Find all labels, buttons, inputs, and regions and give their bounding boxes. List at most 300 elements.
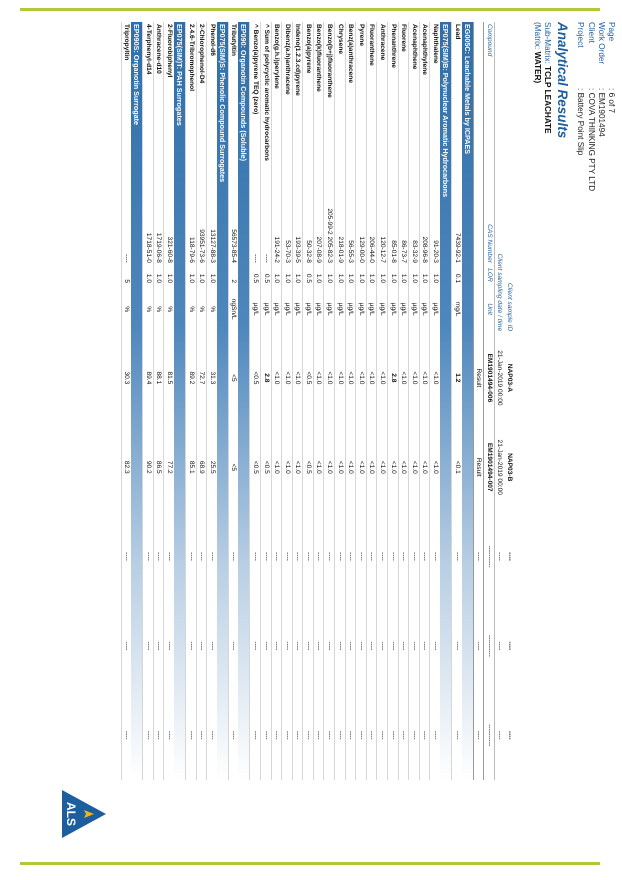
header-row-sample-id — [504, 22, 514, 780]
cas-number: 93951-73-6 — [196, 173, 207, 265]
sample-date: ---- — [494, 691, 504, 780]
cas-number: 56573-85-4 — [228, 173, 238, 265]
result-cell: ---- — [282, 691, 293, 780]
unit-value: % — [196, 285, 207, 333]
result-cell: <5 — [228, 423, 238, 512]
lor-value: 1.0 — [164, 265, 174, 285]
result-cell: <0.1 — [452, 423, 462, 512]
table-row — [313, 22, 324, 780]
result-cell: 88.1 — [153, 333, 164, 422]
result-cell: ---- — [377, 601, 388, 690]
compound-name: Chrysene — [335, 22, 346, 173]
result-cell: ---- — [196, 512, 207, 601]
compound-name: Acenaphthylene — [419, 22, 430, 173]
cas-number: ---- — [250, 173, 261, 265]
section-header — [174, 22, 186, 780]
unit-value: µg/L — [335, 285, 346, 333]
compound-name: Phenanthrene — [388, 22, 399, 173]
result-cell: ---- — [335, 512, 346, 601]
result-cell: ---- — [271, 601, 282, 690]
result-cell: <1.0 — [335, 423, 346, 512]
lor-value: 1.0 — [398, 265, 409, 285]
header-values — [575, 88, 616, 191]
client-sampling-label: Client sampling date / time — [494, 22, 504, 333]
lor-value: 1.0 — [153, 265, 164, 285]
table-row — [388, 22, 399, 780]
result-cell: ---- — [409, 691, 420, 780]
lab-id: EM1901494-006 — [485, 353, 493, 403]
result-cell: ---- — [121, 691, 131, 780]
page-number: : 6 of 7 — [606, 88, 616, 191]
table-row — [409, 22, 420, 780]
cas-number: 193-39-5 — [292, 173, 303, 265]
unit-header: Unit — [484, 285, 495, 333]
lor-header: LOR — [484, 265, 495, 285]
section-title: EP090S: Organotin Surrogate — [131, 22, 143, 780]
compound-name: Benzo(b+j)fluoranthene — [324, 22, 335, 173]
lab-id: ---------- — [485, 634, 493, 657]
result-cell: ---- — [398, 691, 409, 780]
compound-name: Benzo(a)pyrene — [303, 22, 314, 173]
lor-value: 0.5 — [303, 265, 314, 285]
result-cell: <1.0 — [388, 423, 399, 512]
section-header — [462, 22, 474, 780]
result-cell: <1.0 — [345, 333, 356, 422]
compound-name: ^ Benzo(a)pyrene TEQ (zero) — [250, 22, 261, 173]
result-cell: 2.8 — [388, 333, 399, 422]
table-row — [430, 22, 440, 780]
client-sample-id-label: Client sample ID — [506, 282, 513, 332]
cas-number: 1719-06-8 — [153, 173, 164, 265]
cas-header: CAS Number — [484, 173, 495, 265]
header-label: Work Order — [596, 22, 606, 65]
table-row — [377, 22, 388, 780]
compound-name: Fluorene — [398, 22, 409, 173]
section-title: EP075(SIM)B: Polynuclear Aromatic Hydrocarbons — [440, 22, 452, 780]
result-cell: ---- — [153, 691, 164, 780]
unit-value: % — [143, 285, 154, 333]
unit-value: % — [164, 285, 174, 333]
lab-id-header — [484, 333, 495, 422]
matrix-label: (Matrix: — [533, 22, 542, 50]
lab-id-header — [484, 601, 495, 690]
unit-value: µg/L — [271, 285, 282, 333]
unit-value: µg/L — [303, 285, 314, 333]
cas-number: 53-70-3 — [282, 173, 293, 265]
sample-date: ---- — [494, 601, 504, 690]
result-cell: ---- — [196, 691, 207, 780]
result-cell: ---- — [185, 601, 196, 690]
lor-value: 1.0 — [185, 265, 196, 285]
unit-value: µg/L — [356, 285, 367, 333]
lor-value: 1.0 — [388, 265, 399, 285]
cas-number: 191-24-2 — [271, 173, 282, 265]
lor-value: 1.0 — [143, 265, 154, 285]
result-cell: 81.5 — [164, 333, 174, 422]
cas-number: 91-20-3 — [430, 173, 440, 265]
compound-header: Compound — [484, 22, 495, 173]
result-cell: ---- — [207, 601, 217, 690]
compound-name: Benz(a)anthracene — [345, 22, 356, 173]
result-cell: <1.0 — [292, 423, 303, 512]
result-cell: <1.0 — [292, 333, 303, 422]
table-row — [398, 22, 409, 780]
lab-id-header — [484, 423, 495, 512]
lor-value: 1.0 — [335, 265, 346, 285]
section-title: EG005C: Leachable Metals by ICPAES — [462, 22, 474, 780]
lor-value: 2 — [228, 265, 238, 285]
result-cell: <1.0 — [282, 333, 293, 422]
section-header — [238, 22, 250, 780]
result-cell: ---- — [185, 691, 196, 780]
compound-name: Naphthalene — [430, 22, 440, 173]
result-cell: ---- — [335, 601, 346, 690]
unit-value: µg/L — [377, 285, 388, 333]
cas-number: 207-08-9 — [313, 173, 324, 265]
result-cell: <0.5 — [303, 333, 314, 422]
unit-value: % — [185, 285, 196, 333]
compound-name: Fluoranthene — [366, 22, 377, 173]
sub-matrix — [532, 22, 552, 134]
result-cell: ---- — [303, 691, 314, 780]
result-cell: <0.5 — [250, 423, 261, 512]
result-cell: 68.9 — [196, 423, 207, 512]
result-cell: ---- — [398, 601, 409, 690]
lor-value: 1.0 — [324, 265, 335, 285]
result-cell: ---- — [292, 601, 303, 690]
cas-number: 83-32-9 — [409, 173, 420, 265]
unit-value: µg/L — [398, 285, 409, 333]
compound-name: 4-Terphenyl-d14 — [143, 22, 154, 173]
table-row — [250, 22, 261, 780]
result-cell: ---- — [143, 601, 154, 690]
work-order: : EM1901494 — [596, 88, 606, 191]
unit-value: µg/L — [409, 285, 420, 333]
unit-value: µg/L — [260, 285, 271, 333]
cas-number: 86-73-7 — [398, 173, 409, 265]
table-row — [271, 22, 282, 780]
unit-value: µg/L — [292, 285, 303, 333]
result-cell: ---- — [388, 601, 399, 690]
result-cell: ---- — [292, 691, 303, 780]
result-cell: ---- — [282, 512, 293, 601]
result-cell: <1.0 — [313, 423, 324, 512]
sample-id: ---- — [506, 730, 513, 740]
result-cell: ---- — [356, 512, 367, 601]
table-row — [185, 22, 196, 780]
sample-id: ---- — [506, 552, 513, 561]
compound-name: Benzo(g.h.i)perylene — [271, 22, 282, 173]
table-row — [260, 22, 271, 780]
cas-number: 56-55-3 — [345, 173, 356, 265]
result-cell: ---- — [398, 512, 409, 601]
cas-number: 118-79-6 — [185, 173, 196, 265]
compound-name: 2.4.6-Tribromophenol — [185, 22, 196, 173]
result-cell: ---- — [430, 512, 440, 601]
result-cell: ---- — [228, 512, 238, 601]
header-row-result-labels — [473, 22, 484, 780]
result-cell: ---- — [207, 512, 217, 601]
result-cell: ---- — [345, 601, 356, 690]
lor-value: 1.0 — [356, 265, 367, 285]
unit-value: ngSn/L — [228, 285, 238, 333]
lor-value: 1.0 — [207, 265, 217, 285]
result-cell: 89.4 — [143, 333, 154, 422]
result-cell: ---- — [303, 601, 314, 690]
result-cell: ---- — [282, 601, 293, 690]
result-cell: 25.5 — [207, 423, 217, 512]
table-row — [121, 22, 131, 780]
result-cell: <1.0 — [377, 423, 388, 512]
result-label: Result — [473, 333, 484, 422]
result-cell: <1.0 — [366, 333, 377, 422]
result-label: ---- — [473, 601, 484, 690]
lor-value: 1.0 — [271, 265, 282, 285]
result-cell: ---- — [271, 691, 282, 780]
result-cell: <1.0 — [409, 423, 420, 512]
cas-number: ---- — [260, 173, 271, 265]
result-cell: ---- — [419, 601, 430, 690]
result-label: Result — [473, 423, 484, 512]
result-cell: ---- — [153, 601, 164, 690]
lab-id: ---------- — [485, 545, 493, 568]
sample-id: NAP03-A — [506, 363, 513, 392]
result-cell: ---- — [409, 601, 420, 690]
compound-name: 2-Chlorophenol-D4 — [196, 22, 207, 173]
als-logo — [56, 788, 108, 840]
bottom-accent-rule — [20, 862, 600, 865]
compound-name: Tributyltin — [228, 22, 238, 173]
result-cell: ---- — [228, 601, 238, 690]
lor-value: 1.0 — [313, 265, 324, 285]
unit-value: µg/L — [324, 285, 335, 333]
result-cell: ---- — [185, 512, 196, 601]
result-cell: <1.0 — [398, 333, 409, 422]
result-cell: ---- — [356, 601, 367, 690]
result-cell: <1.0 — [271, 423, 282, 512]
result-cell: 89.2 — [185, 333, 196, 422]
result-cell: <1.0 — [430, 423, 440, 512]
result-cell: ---- — [377, 512, 388, 601]
unit-value: % — [207, 285, 217, 333]
compound-name: Indeno(1.2.3.cd)pyrene — [292, 22, 303, 173]
unit-value: mg/L — [452, 285, 462, 333]
result-cell: ---- — [228, 691, 238, 780]
result-cell: ---- — [313, 691, 324, 780]
lor-value: 1.0 — [419, 265, 430, 285]
compound-name: Phenol-d6 — [207, 22, 217, 173]
result-cell: ---- — [121, 512, 131, 601]
result-cell: 72.7 — [196, 333, 207, 422]
result-cell: ---- — [324, 512, 335, 601]
result-cell: <1.0 — [398, 423, 409, 512]
unit-value: µg/L — [419, 285, 430, 333]
lor-value: 1.0 — [282, 265, 293, 285]
section-header — [131, 22, 143, 780]
result-cell: ---- — [260, 601, 271, 690]
table-row — [143, 22, 154, 780]
result-cell: ---- — [207, 691, 217, 780]
result-cell: <1.0 — [419, 423, 430, 512]
sample-id: NAP03-B — [506, 453, 513, 482]
result-cell: <1.0 — [366, 423, 377, 512]
result-cell: <1.0 — [377, 333, 388, 422]
result-cell: ---- — [143, 512, 154, 601]
table-row — [303, 22, 314, 780]
matrix-value: WATER) — [533, 51, 542, 84]
result-cell: <1.0 — [430, 333, 440, 422]
result-cell: ---- — [345, 691, 356, 780]
result-cell: <0.5 — [250, 333, 261, 422]
result-label: ---- — [473, 691, 484, 780]
result-cell: <0.5 — [303, 423, 314, 512]
result-cell: ---- — [366, 512, 377, 601]
unit-value: µg/L — [430, 285, 440, 333]
result-cell: ---- — [143, 691, 154, 780]
result-cell: ---- — [324, 691, 335, 780]
result-cell: ---- — [324, 601, 335, 690]
unit-value: µg/L — [366, 285, 377, 333]
cas-number: 13127-88-3 — [207, 173, 217, 265]
result-cell: ---- — [388, 512, 399, 601]
top-accent-rule — [20, 8, 600, 11]
result-cell: ---- — [164, 601, 174, 690]
result-cell: ---- — [313, 512, 324, 601]
result-cell: <1.0 — [324, 423, 335, 512]
compound-name: Anthracene-d10 — [153, 22, 164, 173]
result-cell: ---- — [430, 691, 440, 780]
header-label: Client — [586, 22, 596, 43]
result-cell: ---- — [164, 691, 174, 780]
result-cell: ---- — [356, 691, 367, 780]
result-cell: <1.0 — [324, 333, 335, 422]
table-row — [164, 22, 174, 780]
result-cell: ---- — [121, 601, 131, 690]
cas-number: 85-01-8 — [388, 173, 399, 265]
header-row-sample-date — [494, 22, 504, 780]
unit-value: µg/L — [250, 285, 261, 333]
cas-number: 129-00-0 — [356, 173, 367, 265]
result-cell: 85.1 — [185, 423, 196, 512]
result-cell: <1.0 — [409, 333, 420, 422]
lor-value: 0.1 — [452, 265, 462, 285]
result-cell: ---- — [419, 512, 430, 601]
unit-value: µg/L — [313, 285, 324, 333]
sub-matrix-value: TCLP LEACHATE — [543, 66, 552, 134]
table-row — [153, 22, 164, 780]
compound-name: 2-Fluorobiphenyl — [164, 22, 174, 173]
table-row — [228, 22, 238, 780]
cas-number: 50-32-8 — [303, 173, 314, 265]
result-cell: ---- — [153, 512, 164, 601]
lab-id: EM1901494-007 — [485, 442, 493, 492]
result-cell: ---- — [292, 512, 303, 601]
lor-value: 1.0 — [377, 265, 388, 285]
sub-matrix-label: Sub-Matrix: — [543, 22, 552, 64]
result-cell: ---- — [313, 601, 324, 690]
sample-date: 21-Jan-2019 00:00 — [494, 333, 504, 422]
compound-name: Acenaphthene — [409, 22, 420, 173]
table-row — [207, 22, 217, 780]
result-cell: 31.3 — [207, 333, 217, 422]
cas-number: 7439-92-1 — [452, 173, 462, 265]
sample-date: 21-Jan-2019 00:00 — [494, 423, 504, 512]
result-cell: ---- — [388, 691, 399, 780]
table-row — [335, 22, 346, 780]
result-cell: ---- — [452, 601, 462, 690]
page-title: Analytical Results — [555, 22, 570, 139]
cas-number: 218-01-9 — [335, 173, 346, 265]
section-header — [217, 22, 229, 780]
result-cell: ---- — [303, 512, 314, 601]
result-cell: ---- — [164, 512, 174, 601]
cas-number: 206-44-0 — [366, 173, 377, 265]
unit-value: % — [121, 285, 131, 333]
result-cell: 1.2 — [452, 333, 462, 422]
result-cell: ---- — [250, 601, 261, 690]
result-cell: ---- — [452, 512, 462, 601]
lor-value: 1.0 — [196, 265, 207, 285]
table-row — [324, 22, 335, 780]
unit-value: % — [153, 285, 164, 333]
sample-id: ---- — [506, 641, 513, 651]
cas-number: 205-99-2 205-82-3 — [324, 173, 335, 265]
result-cell: <1.0 — [313, 333, 324, 422]
sample-date: ---- — [494, 512, 504, 601]
result-cell: <1.0 — [356, 333, 367, 422]
lor-value: 1.0 — [366, 265, 377, 285]
lab-id: ---------- — [485, 724, 493, 747]
section-header — [440, 22, 452, 780]
result-cell: ---- — [366, 601, 377, 690]
result-cell: <1.0 — [419, 333, 430, 422]
compound-name: Benzo(k)fluoranthene — [313, 22, 324, 173]
header-label: Project — [576, 22, 586, 48]
result-cell: ---- — [250, 512, 261, 601]
result-cell: ---- — [366, 691, 377, 780]
header-label: Page — [607, 22, 616, 42]
table-row — [292, 22, 303, 780]
result-cell: ---- — [419, 691, 430, 780]
compound-name: Pyrene — [356, 22, 367, 173]
section-title: EP090: Organotin Compounds (Soluble) — [238, 22, 250, 780]
result-cell: <1.0 — [335, 333, 346, 422]
result-cell: 30.3 — [121, 333, 131, 422]
compound-name: Dibenz(a.h)anthracene — [282, 22, 293, 173]
table-row — [366, 22, 377, 780]
lor-value: 0.5 — [260, 265, 271, 285]
lab-id-header — [484, 691, 495, 780]
lor-value: 1.0 — [430, 265, 440, 285]
result-cell: 90.2 — [143, 423, 154, 512]
unit-value: µg/L — [282, 285, 293, 333]
result-cell: ---- — [430, 601, 440, 690]
compound-name: ^ Sum of polycyclic aromatic hydrocarbons — [260, 22, 271, 173]
result-cell: ---- — [250, 691, 261, 780]
unit-value: µg/L — [388, 285, 399, 333]
result-cell: 2.8 — [260, 333, 271, 422]
result-cell: ---- — [409, 512, 420, 601]
logo-text: ALS — [64, 802, 78, 826]
result-cell: 77.2 — [164, 423, 174, 512]
result-label: ---- — [473, 512, 484, 601]
lor-value: 5 — [121, 265, 131, 285]
cas-number: ---- — [121, 173, 131, 265]
section-title: EP075(SIM)T: PAH Surrogates — [174, 22, 186, 780]
table-row — [282, 22, 293, 780]
compound-name: Lead — [452, 22, 462, 173]
unit-value: µg/L — [345, 285, 356, 333]
